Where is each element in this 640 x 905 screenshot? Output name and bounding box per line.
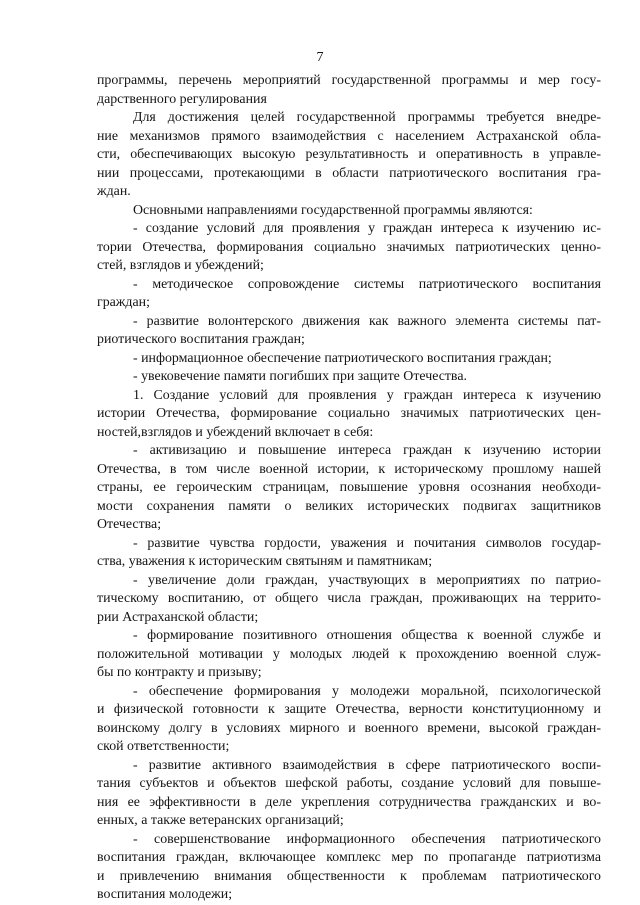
text-line: Отечества, в том числе военной истории, к историческому прошлому нашей: [97, 461, 601, 477]
text-line: ской ответственности;: [97, 739, 230, 754]
text-line: ностей,взглядов и убеждений включает в себя:: [97, 424, 374, 440]
page-number: 7: [316, 50, 324, 65]
text-line: Основными направлениями государственной программы являются:: [133, 202, 533, 218]
text-line: - развитие волонтерского движения как важного элемента системы пат-: [133, 313, 601, 329]
text-line: и привлечению внимания общественности к проблемам патриотического: [97, 868, 601, 884]
text-line: воспитания граждан, включающее комплекс мер по пропаганде патриотизма: [97, 850, 601, 865]
text-line: - методическое сопровождение системы патриотического воспитания: [133, 276, 601, 292]
text-line: - развитие чувства гордости, уважения и почитания символов государ-: [133, 535, 601, 551]
text-line: 1. Создание условий для проявления у граждан интереса к изучению: [133, 387, 601, 403]
text-line: Для достижения целей государственной программы требуется внедре-: [133, 110, 601, 125]
text-line: Отечества;: [97, 517, 162, 532]
text-line: дарственного регулирования: [97, 91, 267, 107]
text-line: сти, обеспечивающих высокую результативность и оперативность в управле-: [97, 147, 601, 162]
text-line: граждан;: [97, 295, 150, 310]
text-line: тическому воспитанию, от общего числа граждан, проживающих на террито-: [97, 591, 601, 606]
text-line: ства, уважения к историческим святыням и памятникам;: [97, 554, 433, 569]
text-line: воинскому долгу в условиях мирного и военного времени, высокой граждан-: [97, 720, 601, 736]
text-line: - развитие активного взаимодействия в сфере патриотического воспи-: [133, 757, 601, 773]
text-line: страны, ее героическим страницам, повышение уровня осознания необходи-: [97, 480, 601, 495]
text-line: ния ее эффективности в деле укрепления сотрудничества гражданских и во-: [97, 794, 601, 810]
text-line: нии процессами, протекающими в области патриотического воспитания гра-: [97, 165, 601, 181]
text-line: - обеспечение формирования у молодежи моральной, психологической: [133, 683, 601, 699]
text-line: бы по контракту и призыву;: [97, 665, 262, 680]
text-line: и физической готовности к защите Отечества, верности конституционному и: [97, 702, 601, 717]
text-line: - формирование позитивного отношения общества к военной службе и: [133, 628, 601, 643]
text-line: воспитания молодежи;: [97, 887, 233, 902]
text-line: - активизацию и повышение интереса граждан к изучению истории: [133, 443, 601, 458]
text-line: стей, взглядов и убеждений;: [97, 258, 264, 273]
text-line: - увековечение памяти погибших при защите Отечества.: [133, 369, 467, 384]
text-line: мости сохранения памяти о великих исторических подвигах защитников: [97, 498, 601, 514]
text-line: ние механизмов прямого взаимодействия с населением Астраханской обла-: [97, 128, 601, 144]
text-line: - увеличение доли граждан, участвующих в мероприятиях по патрио-: [133, 572, 601, 588]
text-line: тания субъектов и объектов шефской работы, создание условий для повыше-: [97, 776, 601, 791]
text-line: - информационное обеспечение патриотического воспитания граждан;: [133, 350, 552, 366]
text-line: риотического воспитания граждан;: [97, 332, 305, 347]
text-line: - создание условий для проявления у граждан интереса к изучению ис-: [133, 221, 601, 236]
text-line: программы, перечень мероприятий государственной программы и мер госу-: [97, 73, 601, 88]
text-line: енных, а также ветеранских организаций;: [97, 813, 344, 828]
text-line: рии Астраханской области;: [97, 609, 259, 625]
text-line: ждан.: [97, 184, 131, 199]
text-line: истории Отечества, формирование социально значимых патриотических цен-: [97, 406, 601, 421]
text-line: тории Отечества, формирования социально значимых патриотических ценно-: [97, 239, 601, 255]
body-text: [97, 72, 601, 905]
text-line: положительной мотивации у молодых людей к прохождению военной служ-: [97, 646, 601, 662]
text-line: - совершенствование информационного обеспечения патриотического: [133, 831, 601, 847]
